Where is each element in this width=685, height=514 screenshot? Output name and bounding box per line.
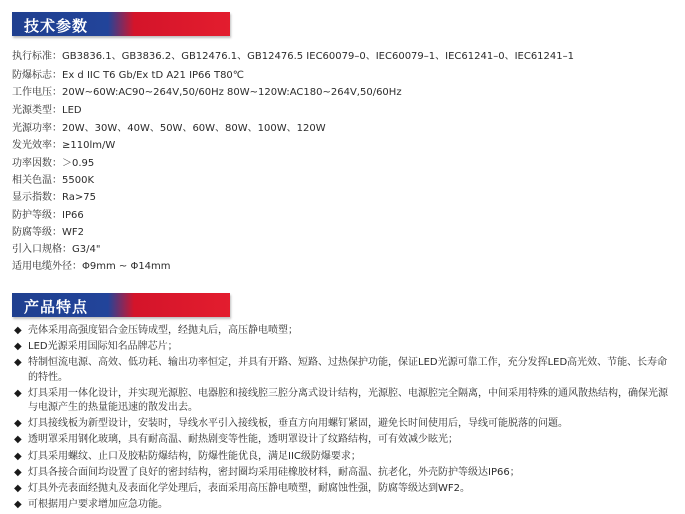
list-item — [14, 482, 674, 497]
spec-row-power — [12, 122, 326, 136]
spec-row-light-type — [12, 104, 82, 118]
diamond-bullet-icon: ◆ — [14, 418, 22, 430]
diamond-bullet-icon: ◆ — [14, 466, 22, 478]
spec-label: 执行标准： — [12, 51, 62, 62]
list-item — [14, 387, 674, 416]
spec-value: ＞0.95 — [62, 158, 95, 169]
spec-label: 防爆标志： — [12, 70, 62, 81]
spec-value: GB3836.1、GB3836.2、GB12476.1、GB12476.5 IEC60079–0、IEC60079–1、IEC61241–0、IEC61241–1 — [62, 51, 574, 62]
spec-label: 功率因数： — [12, 158, 62, 169]
spec-row-color-temp — [12, 174, 94, 188]
spec-row-corrosion — [12, 226, 84, 240]
features-title: 产品特点 — [24, 298, 89, 316]
spec-value: Ex d IIC T6 Gb/Ex tD A21 IP66 T80℃ — [62, 70, 245, 81]
diamond-bullet-icon: ◆ — [14, 387, 22, 399]
spec-value: IP66 — [62, 210, 84, 221]
feature-text: 灯具各接合面间均设置了良好的密封结构，密封圈均采用硅橡胶材料，耐高温、抗老化，外壳防护等级达IP66； — [28, 466, 520, 478]
spec-row-cri — [12, 191, 96, 205]
spec-row-voltage — [12, 86, 402, 100]
spec-row-standard — [12, 50, 574, 64]
spec-label: 显示指数： — [12, 192, 62, 203]
spec-value: Ra>75 — [62, 192, 96, 203]
spec-value: LED — [62, 105, 82, 116]
tech-params-header — [12, 12, 232, 36]
spec-row-power-factor — [12, 157, 94, 171]
list-item — [14, 466, 674, 481]
list-item — [14, 324, 674, 339]
feature-text: 灯具接线板为新型设计，安装时，导线水平引入接线板，垂直方向用螺钉紧固，避免长时间使用后，导线可能脱落的问题。 — [28, 418, 568, 430]
spec-row-ip-rating — [12, 209, 84, 223]
diamond-bullet-icon: ◆ — [14, 482, 22, 494]
spec-row-inlet — [12, 243, 100, 257]
diamond-bullet-icon: ◆ — [14, 498, 22, 510]
spec-label: 引入口规格： — [12, 244, 72, 255]
spec-label: 光源类型： — [12, 105, 62, 116]
tech-params-title: 技术参数 — [24, 17, 89, 35]
feature-text: 可根据用户要求增加应急功能。 — [28, 498, 168, 510]
feature-text: LED光源采用国际知名品牌芯片； — [28, 341, 178, 353]
diamond-bullet-icon: ◆ — [14, 434, 22, 446]
list-item — [14, 498, 674, 513]
list-item — [14, 340, 674, 355]
spec-value: 20W、30W、40W、50W、60W、80W、100W、120W — [62, 123, 326, 134]
spec-value: ≥110lm/W — [62, 140, 116, 151]
spec-row-explosion-mark — [12, 69, 244, 83]
spec-row-efficacy — [12, 139, 115, 153]
feature-text: 壳体采用高强度铝合金压铸成型，经抛丸后，高压静电喷塑； — [28, 325, 298, 336]
feature-text: 灯具采用螺纹、止口及胶粘防爆结构，防爆性能优良，满足IIC级防爆要求； — [28, 450, 361, 462]
list-item — [14, 450, 674, 465]
features-header — [12, 293, 232, 317]
spec-label: 发光效率： — [12, 140, 62, 151]
list-item — [14, 417, 674, 432]
feature-list — [14, 324, 674, 514]
diamond-bullet-icon: ◆ — [14, 357, 22, 369]
feature-text: 灯具采用一体化设计，并实现光源腔、电器腔和接线腔三腔分离式设计结构，光源腔、电源腔完全隔离，中间采用特殊的通风散热结构，确保光源与电源产生的热量能迅速的散发出去。 — [28, 387, 668, 414]
spec-value: Φ9mm ~ Φ14mm — [82, 261, 171, 272]
diamond-bullet-icon: ◆ — [14, 325, 22, 336]
spec-label: 工作电压： — [12, 87, 62, 98]
spec-label: 相关色温： — [12, 175, 62, 186]
diamond-bullet-icon: ◆ — [14, 341, 22, 353]
diamond-bullet-icon: ◆ — [14, 450, 22, 462]
feature-text: 灯具外壳表面经抛丸及表面化学处理后，表面采用高压静电喷塑，耐腐蚀性强，防腐等级达到WF2。 — [28, 482, 471, 494]
spec-value: 20W~60W:AC90~264V,50/60Hz 80W~120W:AC180~264V,50/60Hz — [62, 87, 402, 98]
list-item — [14, 433, 674, 448]
spec-label: 适用电缆外径： — [12, 261, 82, 272]
spec-label: 防护等级： — [12, 210, 62, 221]
list-item — [14, 356, 674, 385]
feature-text: 特制恒流电源、高效、低功耗、输出功率恒定，并具有开路、短路、过热保护功能，保证LED光源可靠工作，充分发挥LED高光效、节能、长寿命的特性。 — [28, 357, 668, 383]
spec-label: 防腐等级： — [12, 227, 62, 238]
spec-label: 光源功率： — [12, 123, 62, 134]
spec-value: 5500K — [62, 175, 95, 186]
spec-value: G3/4" — [72, 244, 101, 255]
feature-text: 透明罩采用钢化玻璃，具有耐高温、耐热剧变等性能，透明罩设计了纹路结构，可有效减少眩光； — [28, 434, 458, 446]
spec-row-cable-diameter — [12, 260, 171, 274]
spec-value: WF2 — [62, 227, 85, 238]
